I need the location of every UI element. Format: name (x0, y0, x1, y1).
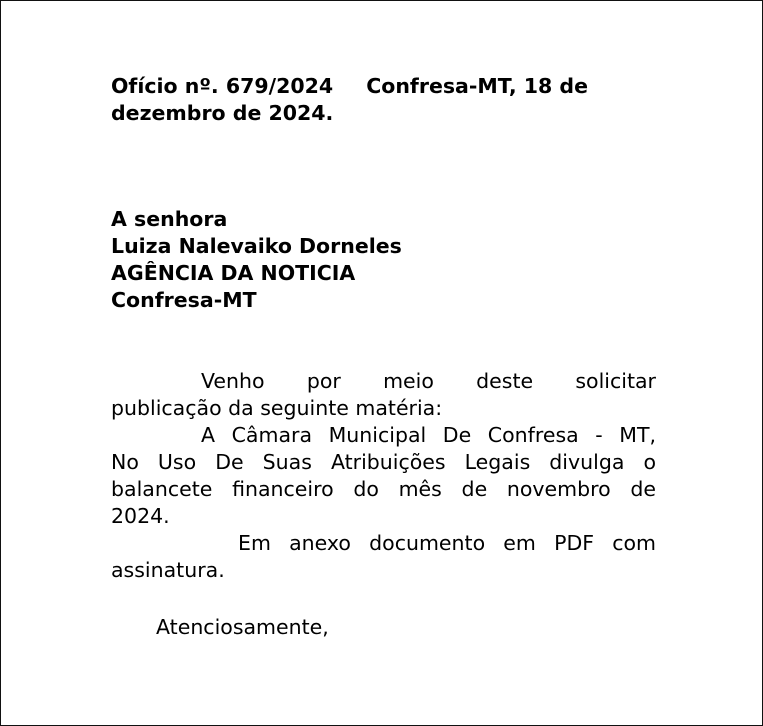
body-paragraph-1-line-2: publicação da seguinte matéria: (111, 396, 443, 420)
recipient-organization: AGÊNCIA DA NOTICIA (111, 261, 356, 285)
body-paragraph-2-line-4: 2024. (111, 504, 170, 528)
header-line (111, 73, 671, 100)
place-date: Confresa-MT, 18 de (366, 74, 589, 98)
recipient-salutation: A senhora (111, 207, 228, 231)
letter-header (111, 73, 671, 127)
body-paragraph-1-line-1: Venho por meio deste solicitar (201, 369, 656, 393)
body-paragraph-3-line-1: Em anexo documento em PDF com (238, 531, 656, 555)
letter-body (111, 368, 656, 584)
recipient-block (111, 206, 671, 314)
body-paragraph-2-line-1: A Câmara Municipal De Confresa - MT, (201, 423, 656, 447)
body-paragraph-2-line-2: No Uso De Suas Atribuições Legais divulga o (111, 450, 656, 474)
body-paragraph-2-line-3: balancete financeiro do mês de novembro de (111, 477, 656, 501)
recipient-name: Luiza Nalevaiko Dorneles (111, 234, 402, 258)
oficio-number: Ofício nº. 679/2024 (111, 74, 334, 98)
recipient-city: Confresa-MT (111, 288, 257, 312)
closing-salutation: Atenciosamente, (156, 615, 329, 639)
place-date-continuation: dezembro de 2024. (111, 101, 334, 125)
body-paragraph-3-line-2: assinatura. (111, 558, 225, 582)
